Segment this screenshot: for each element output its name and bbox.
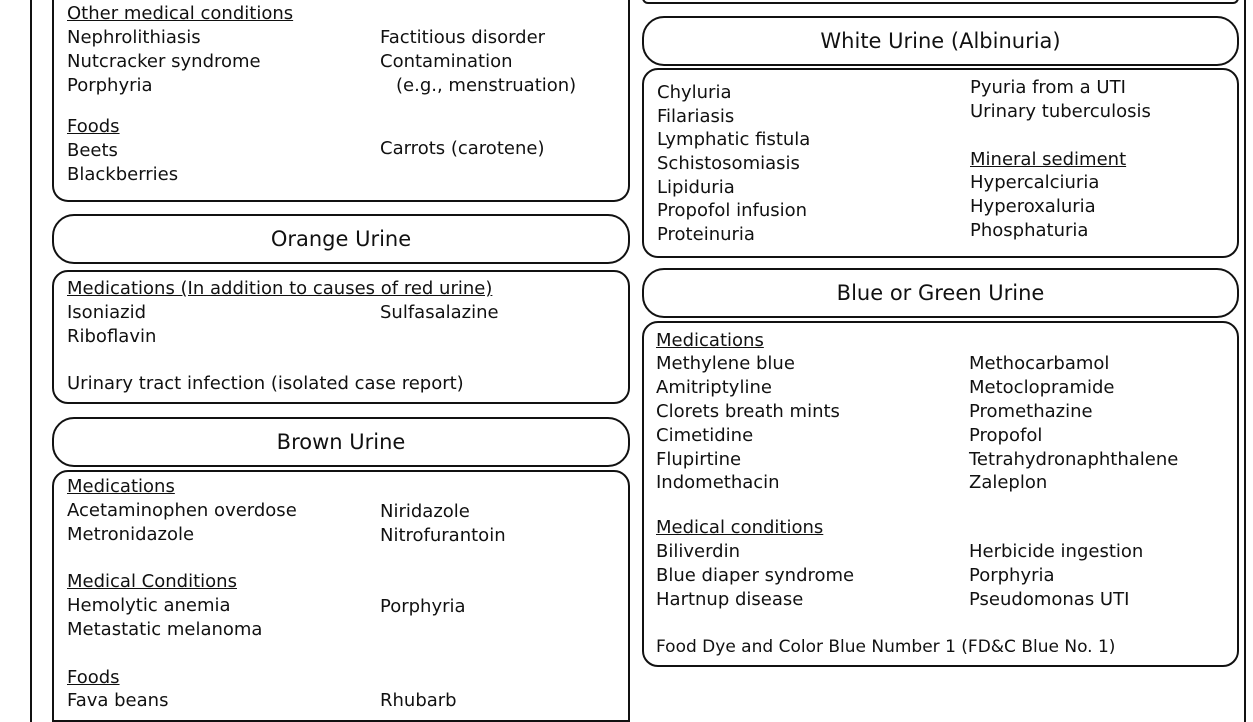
list-item: Flupirtine xyxy=(656,449,742,470)
list-item: Tetrahydronaphthalene xyxy=(969,449,1179,470)
list-item: Biliverdin xyxy=(656,541,740,562)
list-item: Pseudomonas UTI xyxy=(969,589,1130,610)
list-item: Lymphatic fistula xyxy=(657,129,811,150)
list-item: Methocarbamol xyxy=(969,353,1110,374)
list-item: Nutcracker syndrome xyxy=(67,51,261,72)
list-item: Riboflavin xyxy=(67,326,157,347)
orange-medications-heading: Medications (In addition to causes of red urine) xyxy=(67,278,493,299)
list-item: Porphyria xyxy=(969,565,1055,586)
list-item: Nephrolithiasis xyxy=(67,27,201,48)
mineral-sediment-heading: Mineral sediment xyxy=(970,149,1127,170)
red-foods-heading: Foods xyxy=(67,116,120,137)
list-item: Herbicide ingestion xyxy=(969,541,1144,562)
list-item: Metastatic melanoma xyxy=(67,619,263,640)
previous-box-bottom-edge xyxy=(642,0,1239,4)
other-medical-conditions-heading: Other medical conditions xyxy=(67,3,294,24)
list-item: Carrots (carotene) xyxy=(380,138,545,159)
list-item: Blue diaper syndrome xyxy=(656,565,855,586)
list-item: Propofol xyxy=(969,425,1043,446)
list-item: Promethazine xyxy=(969,401,1093,422)
list-item: Porphyria xyxy=(67,75,153,96)
list-item: Propofol infusion xyxy=(657,200,808,221)
list-item: Nitrofurantoin xyxy=(380,525,506,546)
white-urine-title: White Urine (Albinuria) xyxy=(642,16,1239,66)
list-item: Pyuria from a UTI xyxy=(970,77,1126,98)
list-item: Hartnup disease xyxy=(656,589,804,610)
list-item: Hyperoxaluria xyxy=(970,196,1096,217)
brown-medications-heading: Medications xyxy=(67,476,175,497)
list-item: Chyluria xyxy=(657,82,732,103)
list-item: Hypercalciuria xyxy=(970,172,1100,193)
list-item: Blackberries xyxy=(67,164,179,185)
blue-conditions-heading: Medical conditions xyxy=(656,517,824,538)
list-item: Fava beans xyxy=(67,690,169,711)
list-item: Amitriptyline xyxy=(656,377,772,398)
list-item: Factitious disorder xyxy=(380,27,546,48)
list-item: Proteinuria xyxy=(657,224,755,245)
list-item: Metronidazole xyxy=(67,524,195,545)
list-item: Cimetidine xyxy=(656,425,754,446)
brown-urine-title: Brown Urine xyxy=(52,417,630,467)
list-item: Contamination xyxy=(380,51,513,72)
blue-green-urine-title: Blue or Green Urine xyxy=(642,268,1239,318)
list-item: Methylene blue xyxy=(656,353,795,374)
list-item: Indomethacin xyxy=(656,472,780,493)
list-item: Hemolytic anemia xyxy=(67,595,231,616)
brown-foods-heading: Foods xyxy=(67,667,120,688)
list-item: Rhubarb xyxy=(380,690,457,711)
list-item: Metoclopramide xyxy=(969,377,1115,398)
list-item: Beets xyxy=(67,140,118,161)
blue-food-dye-note: Food Dye and Color Blue Number 1 (FD&C Blue No. 1) xyxy=(656,637,1116,657)
orange-note: Urinary tract infection (isolated case report) xyxy=(67,373,464,394)
list-item: Urinary tuberculosis xyxy=(970,101,1151,122)
list-item: Filariasis xyxy=(657,106,735,127)
list-item: Niridazole xyxy=(380,501,470,522)
left-border-line xyxy=(30,0,32,722)
list-item: Sulfasalazine xyxy=(380,302,499,323)
blue-medications-heading: Medications xyxy=(656,330,764,351)
list-item: Zaleplon xyxy=(969,472,1048,493)
orange-urine-title: Orange Urine xyxy=(52,214,630,264)
list-item: Schistosomiasis xyxy=(657,153,800,174)
brown-conditions-heading: Medical Conditions xyxy=(67,571,237,592)
list-item: Clorets breath mints xyxy=(656,401,840,422)
list-item: (e.g., menstruation) xyxy=(396,75,577,96)
list-item: Porphyria xyxy=(380,596,466,617)
list-item: Phosphaturia xyxy=(970,220,1089,241)
list-item: Isoniazid xyxy=(67,302,147,323)
list-item: Acetaminophen overdose xyxy=(67,500,297,521)
right-border-line xyxy=(1244,0,1246,722)
list-item: Lipiduria xyxy=(657,177,735,198)
